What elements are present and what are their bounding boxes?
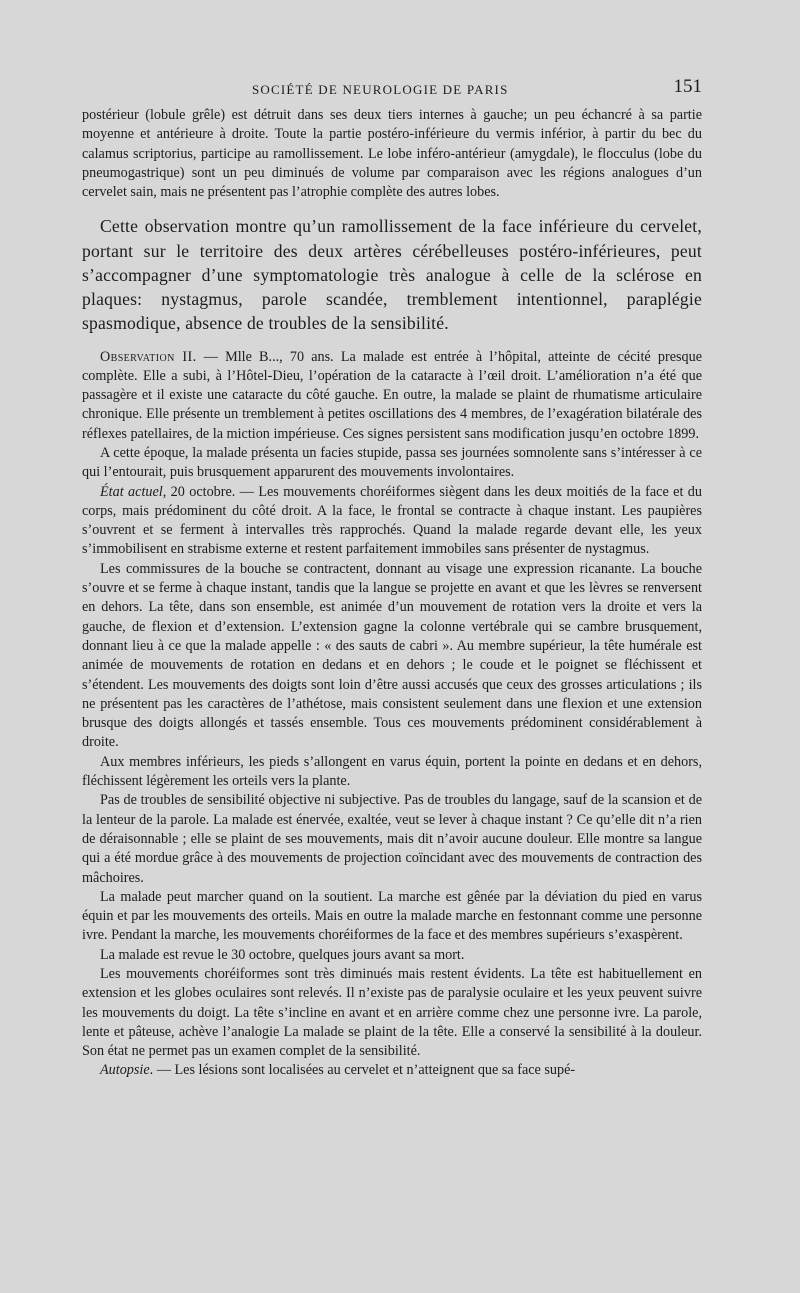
- paragraph-7: Aux membres inférieurs, les pieds s’allongent en varus équin, portent la pointe en dedans et en dehors, fléchissent légèrement les orteils vers la plante.: [82, 753, 702, 790]
- paragraph-3: [82, 348, 702, 444]
- paragraph-2: Cette observation montre qu’un ramollissement de la face inférieure du cervelet, portant sur le territoire des deux artères cérébelleuses postéro-inférieures, peut s’accompagner d’une symptomatologie très analogue à celle de la sclérose en plaques: nystagmus, parole scandée, tremblement intentionnel, paraplégie spasmodique, absence de troubles de la sensibilité.: [82, 216, 702, 334]
- observation-heading: Observation II.: [100, 348, 197, 365]
- paragraph-12: [82, 1061, 702, 1080]
- summary-block: [82, 214, 702, 335]
- observation-block: [82, 348, 702, 1081]
- page-header: [82, 72, 702, 102]
- paragraph-8: Pas de troubles de sensibilité objective ni subjective. Pas de troubles du langage, sauf de la scansion et de la lenteur de la parole. La malade est énervée, exaltée, veut se lever à chaque instant ? Ce qu’elle dit n’a rien de déraisonnable ; elle se plaint de ses mouvements, mais dit n’avoir aucune douleur. Elle montre sa langue qui a été mordue grâce à des mouvements de projection coïncidant avec des mouvements de contraction des mâchoires.: [82, 792, 702, 886]
- observation-text: — Mlle B..., 70 ans. La malade est entrée à l’hôpital, atteinte de cécité presque complète. Elle a subi, à l’Hôtel-Dieu, l’opération de la cataracte à l’œil droit. L’amélioration n’a été que passagère et il existe une cataracte du côté gauche. En outre, la malade se plaint de rhumatisme articulaire chronique. Elle présente un tremblement à petites oscillations des 4 membres, de l’exagération bilatérale des réflexes patellaires, de la miction impérieuse. Ces signes persistent sans modification jusqu’en octobre 1899.: [82, 348, 702, 442]
- etat-actuel-heading: État actuel: [100, 483, 163, 500]
- paragraph-10: La malade est revue le 30 octobre, quelques jours avant sa mort.: [100, 946, 465, 963]
- etat-actuel-text: , 20 octobre. — Les mouvements choréiformes siègent dans les deux moitiés de la face et du corps, mais prédominent du côté droit. A la face, le frontal se contracte à chaque instant. Les paupières s’ouvrent et se ferment à intervalles très rapprochés. Quand la malade regarde devant elle, les yeux s’immobilisent en strabisme externe et restent parfaitement immobiles sans présenter de nystagmus.: [82, 483, 702, 558]
- autopsie-heading: Autopsie: [100, 1062, 150, 1079]
- paragraph-1: postérieur (lobule grêle) est détruit dans ses deux tiers internes à gauche; un peu échancré à sa partie moyenne et antérieure à droite. Toute la partie postéro-inférieure du vermis inférior, à partir du bec du calamus scriptorius, participe au ramollissement. Le lobe inféro-antérieur (amygdale), le flocculus (lobe du pneumogastrique) sont un peu diminués de volume par comparaison avec les régions analogues d’un cervelet sain, mais ne présentent pas l’atrophie complète des autres lobes.: [82, 107, 702, 201]
- paragraph-5: [82, 483, 702, 560]
- paragraph-6: Les commissures de la bouche se contractent, donnant au visage une expression ricanante. La bouche s’ouvre et se ferme à chaque instant, tandis que la langue se projette en avant et que les lèvres se renversent en dehors. La tête, dans son ensemble, est animée d’un mouvement de rotation vers la droite et vers la gauche, de flexion et d’extension. L’extension gagne la colonne vertébrale qui se cambre brusquement, donnant lieu à ce que la malade appelle : « des sauts de cabri ». Au membre supérieur, la tête humérale est animée de mouvements de rotation en dedans et en dehors ; le coude et le poignet se fléchissent et s’étendent. Les mouvements des doigts sont loin d’être aussi accusés que ceux des grosses articulations ; ils ne présentent pas les caractères de l’athétose, mais consistent seulement dans une flexion et une extension brusque des doigts allongés et tassés ensemble. Tous ces mouvements prédominent considérablement à droite.: [82, 560, 702, 751]
- page-number: 151: [673, 76, 702, 97]
- autopsie-text: . — Les lésions sont localisées au cervelet et n’atteignent que sa face supé-: [149, 1062, 576, 1079]
- running-head: SOCIÉTÉ DE NEUROLOGIE DE PARIS: [252, 82, 509, 97]
- paragraph-11: Les mouvements choréiformes sont très diminués mais restent évidents. La tête est habituellement en extension et les globes oculaires sont relevés. Il n’existe pas de paralysie oculaire et les yeux peuvent suivre les mouvements du doigt. La tête s’incline en avant et en arrière comme chez une personne ivre. La parole, lente et pâteuse, achève l’analogie La malade se plaint de la tête. Elle a conservé la sensibilité à la douleur. Son état ne permet pas un examen complet de la sensibilité.: [82, 966, 702, 1060]
- paragraph-4: A cette époque, la malade présenta un facies stupide, passa ses journées somnolente sans s’intéresser à ce qui l’entourait, puis brusquement apparurent des mouvements involontaires.: [82, 444, 702, 481]
- continuation-block: [82, 106, 702, 202]
- paragraph-9: La malade peut marcher quand on la soutient. La marche est gênée par la déviation du pied en varus équin et par les mouvements des orteils. Mais en outre la malade marche en festonnant comme une personne ivre. Pendant la marche, les mouvements choréiformes de la face et des membres supérieurs s’exaspèrent.: [82, 888, 702, 944]
